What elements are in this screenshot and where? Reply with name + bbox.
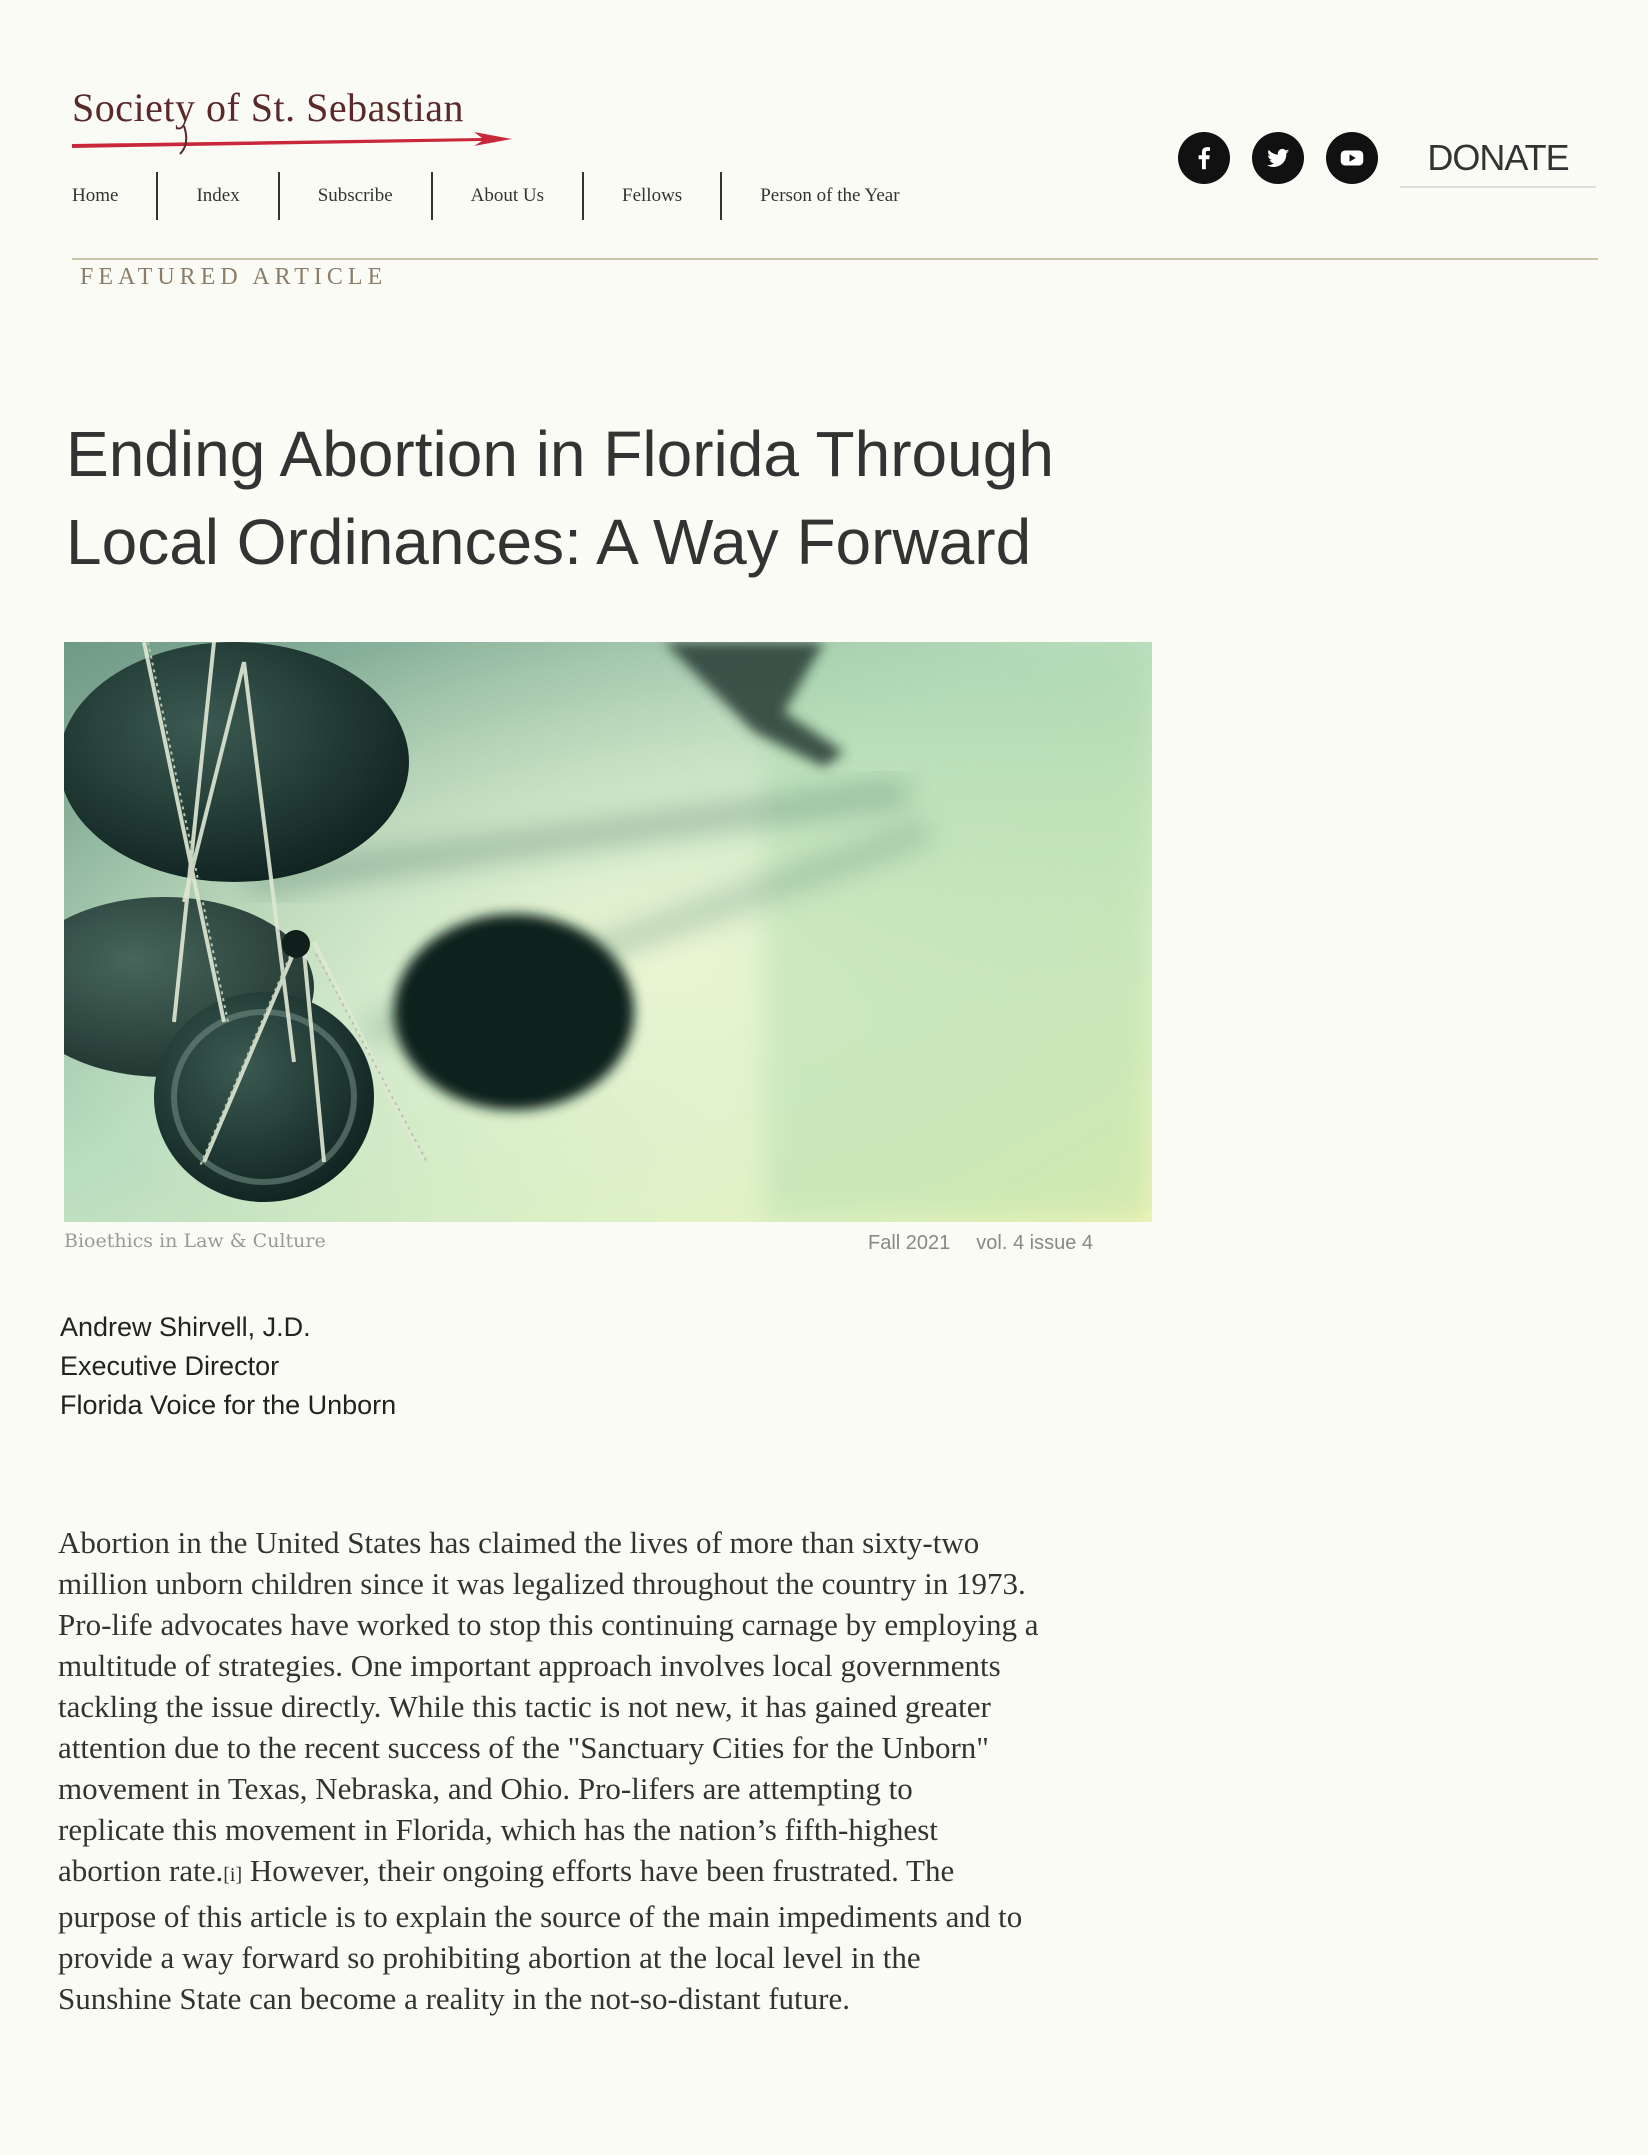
body-line: Abortion in the United States has claimed the lives of more than sixty-two <box>58 1525 980 1560</box>
nav-person-of-the-year[interactable]: Person of the Year <box>720 172 937 220</box>
site-logo[interactable] <box>72 84 464 131</box>
title-line-1: Ending Abortion in Florida Through <box>66 418 1054 490</box>
body-line: Sunshine State can become a reality in the not-so-distant future. <box>58 1981 850 2016</box>
nav-home[interactable]: Home <box>72 185 119 206</box>
nav-index[interactable]: Index <box>156 172 277 220</box>
body-line <box>58 1850 1218 1896</box>
social-links <box>1178 132 1378 184</box>
author-block <box>60 1308 396 1425</box>
article-body <box>58 1522 1218 2019</box>
body-line: purpose of this article is to explain the source of the main impediments and to <box>58 1899 1023 1934</box>
body-line: movement in Texas, Nebraska, and Ohio. Pro-lifers are attempting to <box>58 1771 913 1806</box>
title-line-2: Local Ordinances: A Way Forward <box>66 506 1032 578</box>
body-line: replicate this movement in Florida, which has the nation’s fifth-highest <box>58 1812 938 1847</box>
body-line: tackling the issue directly. While this tactic is not new, it has gained greater <box>58 1689 991 1724</box>
logo-swoosh <box>72 120 512 160</box>
hero-image <box>64 642 1152 1222</box>
donate-button[interactable]: DONATE <box>1400 130 1596 188</box>
twitter-icon[interactable] <box>1252 132 1304 184</box>
body-line: multitude of strategies. One important approach involves local governments <box>58 1648 1001 1683</box>
author-org: Florida Voice for the Unborn <box>60 1390 397 1420</box>
author-name: Andrew Shirvell, J.D. <box>60 1312 311 1342</box>
issue-season: Fall 2021 <box>868 1232 951 1254</box>
issue-volume: vol. 4 issue 4 <box>976 1232 1094 1254</box>
body-line: provide a way forward so prohibiting abortion at the local level in the <box>58 1940 921 1975</box>
scales-illustration <box>64 642 1152 1222</box>
body-line: million unborn children since it was legalized throughout the country in 1973. <box>58 1566 1026 1601</box>
author-role: Executive Director <box>60 1351 280 1381</box>
nav-subscribe[interactable]: Subscribe <box>278 172 431 220</box>
nav-about-us[interactable]: About Us <box>431 172 582 220</box>
article-title <box>66 410 1196 586</box>
issue-info <box>868 1232 1119 1255</box>
journal-name: Bioethics in Law & Culture <box>64 1230 326 1252</box>
footnote-link[interactable]: [i] <box>223 1864 243 1886</box>
body-text-segment: However, their ongoing efforts have been frustrated. The <box>242 1853 955 1888</box>
body-line: attention due to the recent success of the "Sanctuary Cities for the Unborn" <box>58 1730 989 1765</box>
section-label: FEATURED ARTICLE <box>80 264 388 290</box>
nav-fellows[interactable]: Fellows <box>582 172 720 220</box>
youtube-icon[interactable] <box>1326 132 1378 184</box>
facebook-icon[interactable] <box>1178 132 1230 184</box>
body-text-segment: abortion rate. <box>58 1853 224 1888</box>
header-divider <box>72 258 1598 260</box>
logo-text: Society of St. Sebastian <box>72 85 464 130</box>
main-nav <box>72 172 938 220</box>
body-line: Pro-life advocates have worked to stop this continuing carnage by employing a <box>58 1607 1039 1642</box>
